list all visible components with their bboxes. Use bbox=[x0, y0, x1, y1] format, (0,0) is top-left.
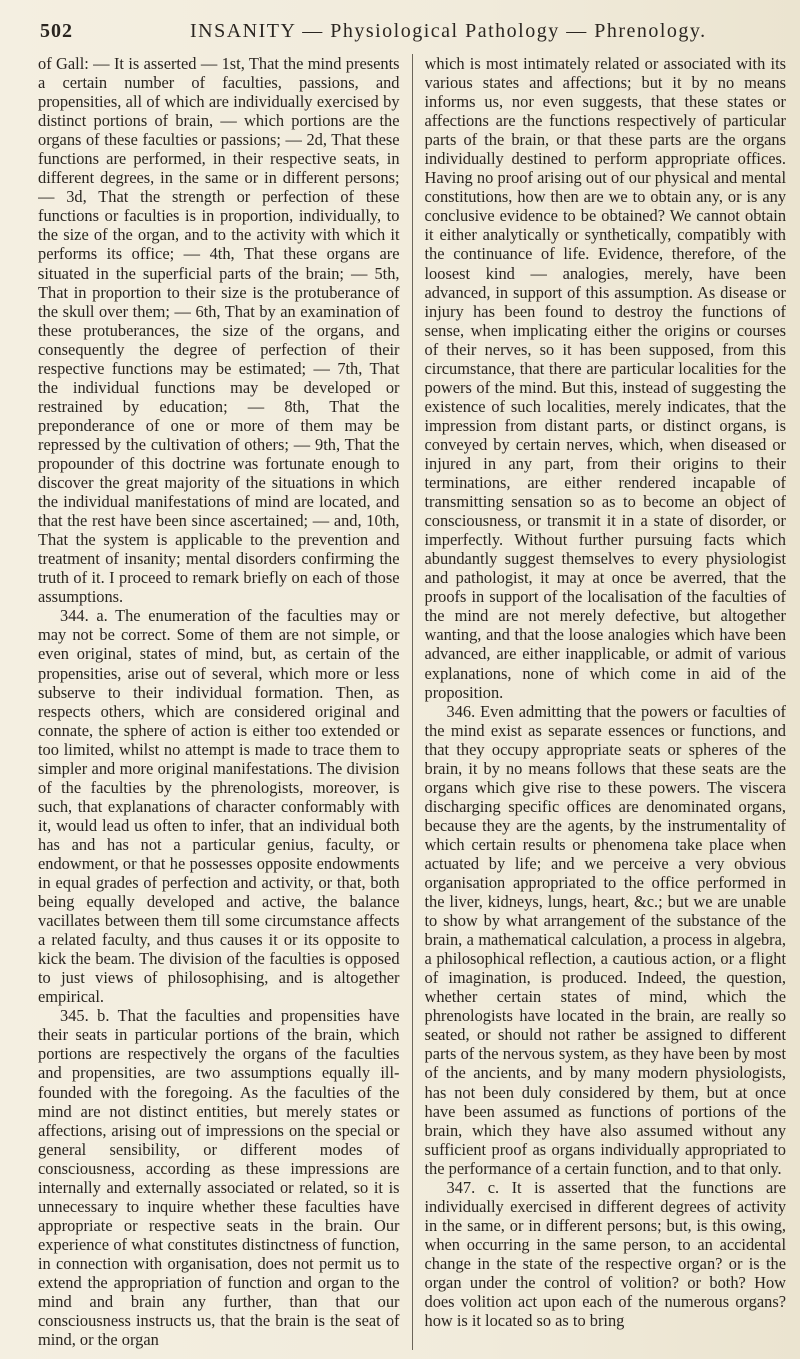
column-divider bbox=[412, 54, 413, 1350]
left-column bbox=[38, 54, 400, 1350]
right-column bbox=[425, 54, 787, 1350]
paragraph-345: 345. b. That the faculties and propensities have their seats in particular portions of the brain, which portions are respectively the organs of the faculties and propensities, are two assumptions equally ill-founded with the foregoing. As the faculties of the mind are not distinct entities, but merely states or affections, arising out of impressions on the special or general sensibility, or different modes of consciousness, according as these impressions are internally and externally associated or related, so it is unnecessary to inquire whether these faculties have appropriate or respective seats in the brain. Our experience of what constitutes distinctness of function, in connection with organisation, does not permit us to extend the appropriation of function and organ to the mind and brain any further, than that our consciousness instructs us, that the brain is the seat of mind, or the organ bbox=[38, 1006, 400, 1350]
page-number: 502 bbox=[40, 20, 73, 42]
paragraph-347: 347. c. It is asserted that the functions are individually exercised in different degrees of activity in the same, or in different persons; but, is this owing, when occurring in the same person, to an accidental change in the state of the respective organ? or is the organ under the control of volition? or both? How does volition act upon each of the numerous organs? how is it located so as to bring bbox=[424, 1177, 787, 1331]
running-head: INSANITY — Physiological Pathology — Phrenology. bbox=[190, 20, 707, 42]
paragraph-gall-assertions: of Gall: — It is asserted — 1st, That the mind presents a certain number of faculties, passions, and propensities, all of which are individually exercised by distinct portions of brain, — which portions are the organs of these faculties or passions; — 2d, That these functions are performed, in their respective seats, in different degrees, in the same or in different persons; — 3d, That the strength or perfection of these functions or faculties is in proportion, individually, to the size of the organ, and to the activity with which it performs its office; — 4th, That these organs are situated in the superficial parts of the brain; — 5th, That in proportion to their size is the protuberance of the skull over them; — 6th, That by an examination of these protuberances, the size of the organs, and consequently the degree of perfection of their respective functions may be estimated; — 7th, That the individual functions may be developed or restrained by education; — 8th, That the preponderance of one or more of them may be repressed by the cultivation of others; — 9th, That the propounder of this doctrine was fortunate enough to discover the great majority of the situations in which the individual manifestations of mind are located, and that the rest have been since ascertained; — and, 10th, That the system is applicable to the prevention and treatment of insanity; mental disorders confirming the truth of it. I proceed to remark briefly on each of those assumptions. bbox=[38, 54, 400, 607]
paragraph-346: 346. Even admitting that the powers or faculties of the mind exist as separate essences or functions, and that they occupy appropriate seats or spheres of the brain, it by no means follows that these seats are the organs which give rise to these powers. The viscera discharging specific offices are denominated organs, because they are the agents, by the instrumentality of which certain results or phenomena take place when actuated by life; and we perceive a very obvious organisation appropriated to the office performed in the liver, kidneys, lungs, heart, &c.; but we are unable to show by what arrangement of the substance of the brain, a mathematical calculation, a process in algebra, a philosophical reflection, a cautious action, or a flight of imagination, is produced. Indeed, the question, whether certain states of mind, which the phrenologists have located in the brain, are really so seated, or should not rather be assigned to different parts of the nervous system, as they have been by most of the ancients, and by many modern physiologists, has not been duly considered by them, but at once have been assumed as functions of portions of the brain, which they have also assumed without any sufficient proof as organs individually appropriated to the performance of a certain function, and to that only. bbox=[424, 701, 787, 1178]
paragraph-345-continued: which is most intimately related or associated with its various states and affections; but it by no means informs us, nor even suggests, that these states or affections are the functions respectively of particular parts of the brain, or that these parts are the organs individually destined to perform appropriate offices. Having no proof arising out of our physical and mental constitutions, how then are we to obtain any, or is any conclusive evidence to be obtained? We cannot obtain it either analytically or synthetically, compatibly with the continuance of life. Evidence, therefore, of the loosest kind — analogies, merely, have been advanced, in support of this assumption. As disease or injury has been found to destroy the functions of sense, when implicating either the origins or courses of their nerves, so it has been supposed, from this circumstance, that there are particular localities for the powers of the mind. But this, instead of suggesting the existence of such localities, merely indicates, that the impression from distant parts, or distinct organs, is conveyed by certain nerves, which, when diseased or injured in any part, from their origins to their terminations, are either rendered incapable of transmitting sensation so as to become an object of consciousness, or transmit it in a state of disorder, or imperfectly. Without further pursuing facts which abundantly suggest themselves to every physiologist and pathologist, it may at once be averred, that the proofs in support of the localisation of the faculties of the mind are not merely defective, but altogether wanting, and that the loose analogies which have been advanced, are either inapplicable, or admit of various explanations, none of which come in aid of the proposition. bbox=[424, 54, 787, 702]
text-columns bbox=[38, 54, 786, 1350]
paragraph-344: 344. a. The enumeration of the faculties may or may not be correct. Some of them are not simple, or even original, states of mind, but, as certain of the propensities, arise out of several, which more or less subserve to their individual formation. Then, as respects others, which are considered original and connate, the sphere of action is either too extended or too limited, whilst no attempt is made to trace them to simpler and more original manifestations. The division of the faculties by the phrenologists, moreover, is such, that explanations of character conformably with it, would lead us often to infer, that an individual both has and has not a particular genius, faculty, or endowment, or that he possesses opposite endowments in equal grades of perfection and activity, or that, both being equally developed and active, the balance vacillates between them till some circumstance affects a related faculty, and thus causes it or its opposite to kick the beam. The division of the faculties is opposed to just views of philosophising, and is altogether empirical. bbox=[38, 606, 400, 1007]
page-header bbox=[40, 20, 786, 48]
